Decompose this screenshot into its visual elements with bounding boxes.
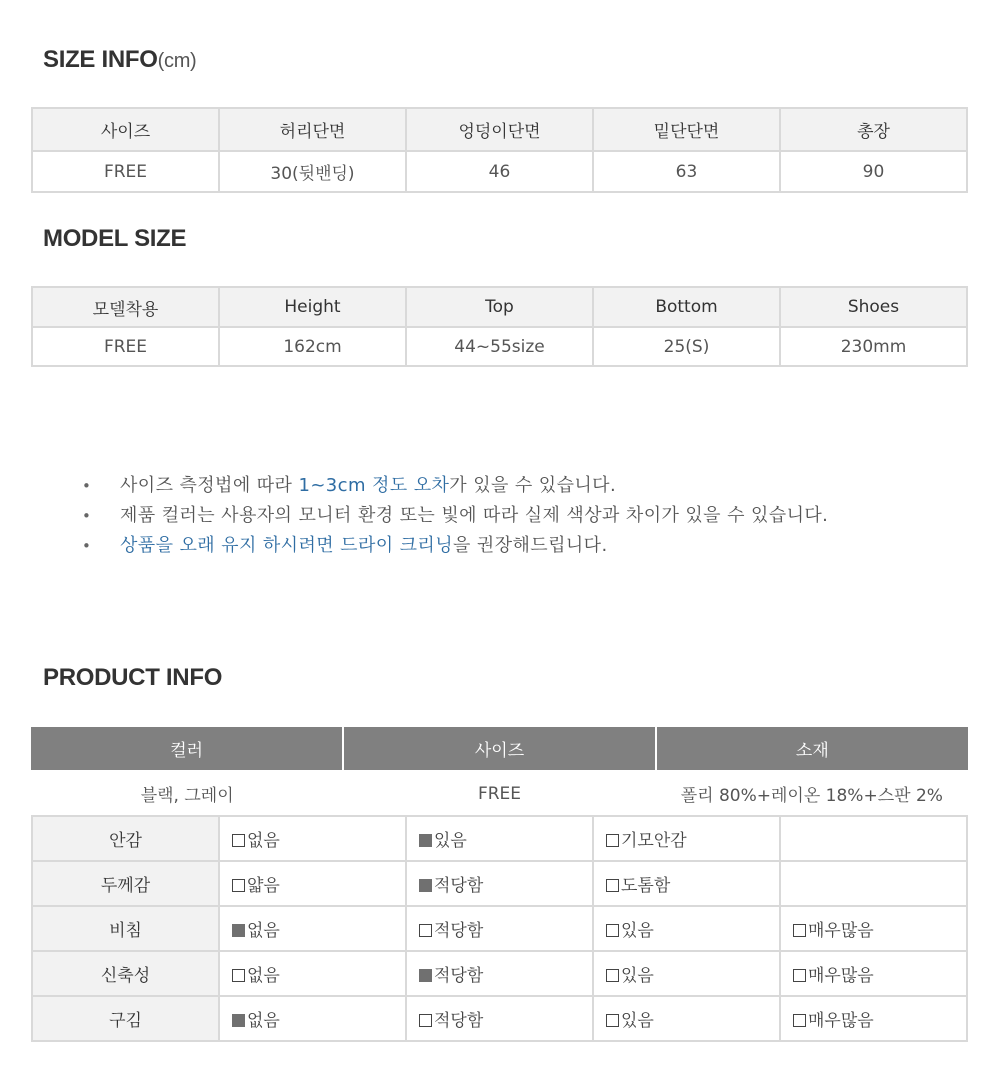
attribute-option-cell xyxy=(593,951,780,996)
attribute-option-cell xyxy=(219,861,406,906)
size-info-value-row xyxy=(32,151,967,192)
attribute-option-label: 없음 xyxy=(247,831,280,851)
attribute-option-label: 도톰함 xyxy=(621,876,671,896)
model-size-table xyxy=(31,286,968,367)
attribute-option-cell xyxy=(406,951,593,996)
size-info-header-cell: 사이즈 xyxy=(32,108,219,151)
note-text: 가 있을 수 있습니다. xyxy=(449,475,617,496)
product-info-header-cell: 사이즈 xyxy=(343,727,655,771)
note-highlight: 상품을 오래 유지 하시려면 드라이 크리닝 xyxy=(120,535,454,556)
size-info-title-text: SIZE INFO xyxy=(43,46,158,73)
unchecked-box-icon xyxy=(793,969,806,982)
unchecked-box-icon xyxy=(606,969,619,982)
model-size-value-cell: FREE xyxy=(32,327,219,366)
unchecked-box-icon xyxy=(232,834,245,847)
attribute-option-label: 있음 xyxy=(621,966,654,986)
note-highlight: 1~3cm 정도 오차 xyxy=(298,475,450,496)
attribute-option-cell xyxy=(219,906,406,951)
attribute-option-label: 매우많음 xyxy=(808,966,874,986)
attribute-option-cell xyxy=(219,951,406,996)
size-info-value-cell: 46 xyxy=(406,151,593,192)
attribute-row xyxy=(32,861,967,906)
note-text: 을 권장해드립니다. xyxy=(453,535,608,556)
model-size-header-cell: Shoes xyxy=(780,287,967,327)
attribute-option-label: 없음 xyxy=(247,966,280,986)
attribute-option-cell xyxy=(593,996,780,1041)
size-info-header-row xyxy=(32,108,967,151)
attribute-option-cell xyxy=(780,816,967,861)
product-info-table xyxy=(31,727,968,815)
model-size-value-cell: 44~55size xyxy=(406,327,593,366)
attribute-label: 신축성 xyxy=(32,951,219,996)
model-size-header-cell: Top xyxy=(406,287,593,327)
attribute-option-cell xyxy=(219,996,406,1041)
size-info-header-cell: 밑단단면 xyxy=(593,108,780,151)
unchecked-box-icon xyxy=(793,1014,806,1027)
unchecked-box-icon xyxy=(793,924,806,937)
model-size-header-cell: Height xyxy=(219,287,406,327)
note-item xyxy=(80,502,828,532)
attribute-option-label: 있음 xyxy=(621,921,654,941)
attribute-label: 두께감 xyxy=(32,861,219,906)
unchecked-box-icon xyxy=(606,1014,619,1027)
product-info-title: PRODUCT INFO xyxy=(43,664,223,691)
attribute-row xyxy=(32,951,967,996)
product-attribute-table xyxy=(31,815,968,1042)
checked-box-icon xyxy=(419,879,432,892)
attribute-label: 비침 xyxy=(32,906,219,951)
model-size-value-cell: 230mm xyxy=(780,327,967,366)
attribute-option-label: 적당함 xyxy=(434,921,484,941)
attribute-option-cell xyxy=(406,996,593,1041)
note-text: 사이즈 측정법에 따라 xyxy=(120,475,299,496)
bullet-icon: • xyxy=(82,477,92,495)
size-info-unit: (cm) xyxy=(157,50,197,72)
attribute-row xyxy=(32,906,967,951)
attribute-option-label: 매우많음 xyxy=(808,1011,874,1031)
bullet-icon: • xyxy=(82,537,92,555)
size-info-title xyxy=(43,46,196,74)
attribute-label: 구김 xyxy=(32,996,219,1041)
attribute-option-cell xyxy=(780,996,967,1041)
notes-list xyxy=(80,472,828,562)
unchecked-box-icon xyxy=(419,1014,432,1027)
attribute-row xyxy=(32,816,967,861)
attribute-label: 안감 xyxy=(32,816,219,861)
attribute-option-label: 얇음 xyxy=(247,876,280,896)
attribute-option-cell xyxy=(593,906,780,951)
note-item xyxy=(80,472,828,502)
checked-box-icon xyxy=(419,834,432,847)
attribute-option-label: 있음 xyxy=(621,1011,654,1031)
model-size-header-row xyxy=(32,287,967,327)
product-info-header-row xyxy=(31,727,968,771)
attribute-option-cell xyxy=(406,861,593,906)
attribute-option-cell xyxy=(406,906,593,951)
attribute-option-cell xyxy=(780,861,967,906)
attribute-option-label: 매우많음 xyxy=(808,921,874,941)
attribute-option-label: 없음 xyxy=(247,1011,280,1031)
unchecked-box-icon xyxy=(232,969,245,982)
attribute-option-label: 없음 xyxy=(247,921,280,941)
attribute-option-label: 적당함 xyxy=(434,966,484,986)
size-info-header-cell: 총장 xyxy=(780,108,967,151)
model-size-header-cell: 모델착용 xyxy=(32,287,219,327)
attribute-option-cell xyxy=(780,906,967,951)
unchecked-box-icon xyxy=(606,834,619,847)
attribute-option-cell xyxy=(593,816,780,861)
model-size-value-cell: 162cm xyxy=(219,327,406,366)
attribute-option-cell xyxy=(219,816,406,861)
size-info-table xyxy=(31,107,968,193)
attribute-option-label: 있음 xyxy=(434,831,467,851)
size-info-header-cell: 허리단면 xyxy=(219,108,406,151)
product-info-value-row xyxy=(31,771,968,815)
model-size-title: MODEL SIZE xyxy=(43,225,187,252)
checked-box-icon xyxy=(232,1014,245,1027)
attribute-option-label: 기모안감 xyxy=(621,831,687,851)
product-info-header-cell: 컬러 xyxy=(31,727,343,771)
size-info-value-cell: FREE xyxy=(32,151,219,192)
note-item xyxy=(80,532,828,562)
attribute-option-cell xyxy=(406,816,593,861)
size-info-header-cell: 엉덩이단면 xyxy=(406,108,593,151)
checked-box-icon xyxy=(419,969,432,982)
model-size-header-cell: Bottom xyxy=(593,287,780,327)
note-text: 제품 컬러는 사용자의 모니터 환경 또는 빛에 따라 실제 색상과 차이가 있을 수 있습니다. xyxy=(120,505,829,526)
product-info-value-cell: FREE xyxy=(477,783,522,804)
checked-box-icon xyxy=(232,924,245,937)
size-info-value-cell: 63 xyxy=(593,151,780,192)
model-size-value-row xyxy=(32,327,967,366)
size-info-value-cell: 90 xyxy=(780,151,967,192)
product-info-header-cell: 소재 xyxy=(656,727,968,771)
attribute-option-cell xyxy=(593,861,780,906)
size-info-value-cell: 30(뒷밴딩) xyxy=(219,151,406,192)
attribute-option-label: 적당함 xyxy=(434,1011,484,1031)
product-info-value-cell: 폴리 80%+레이온 18%+스판 2% xyxy=(680,786,943,806)
bullet-icon: • xyxy=(82,507,92,525)
attribute-row xyxy=(32,996,967,1041)
model-size-value-cell: 25(S) xyxy=(593,327,780,366)
product-info-value-cell: 블랙, 그레이 xyxy=(140,786,234,806)
attribute-option-label: 적당함 xyxy=(434,876,484,896)
unchecked-box-icon xyxy=(419,924,432,937)
unchecked-box-icon xyxy=(606,879,619,892)
unchecked-box-icon xyxy=(606,924,619,937)
unchecked-box-icon xyxy=(232,879,245,892)
attribute-option-cell xyxy=(780,951,967,996)
